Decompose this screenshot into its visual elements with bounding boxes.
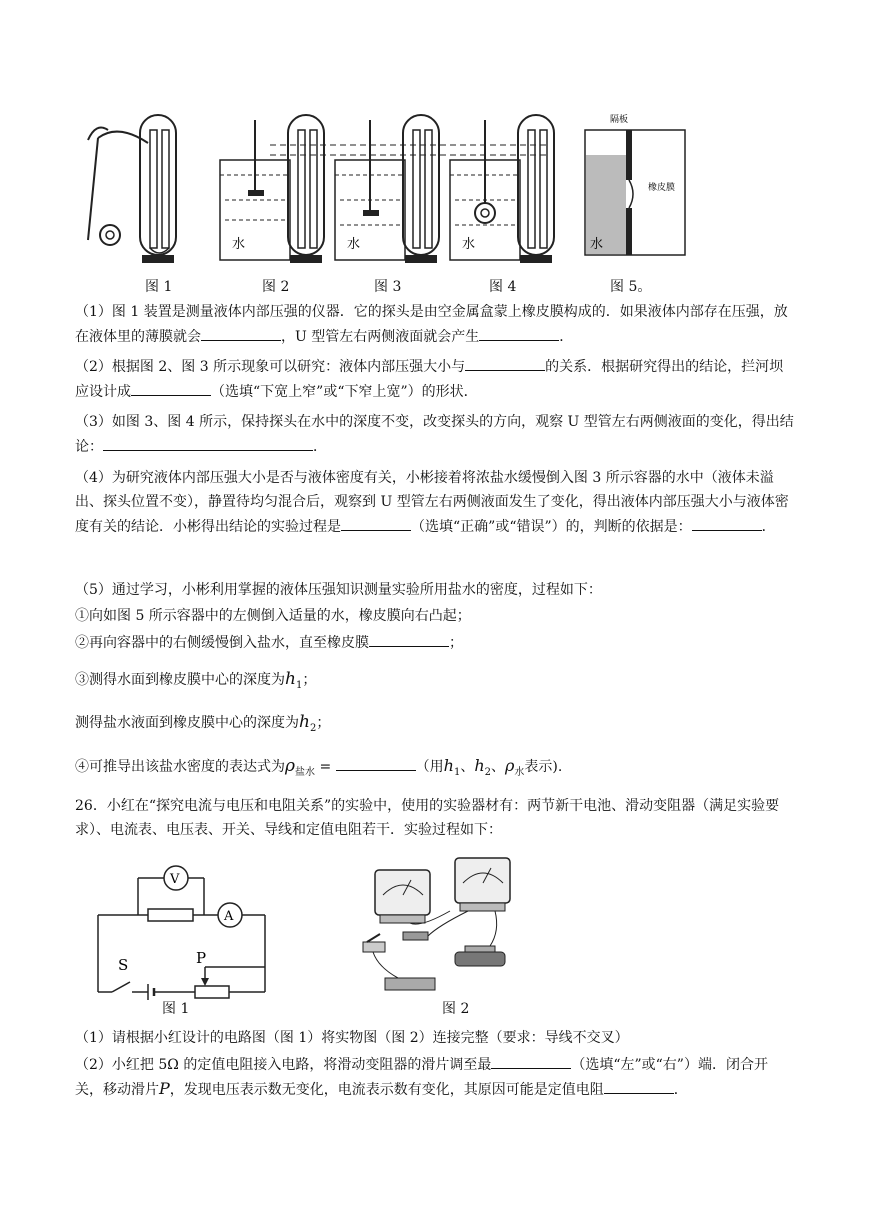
q25-part4: （4）为研究液体内部压强大小是否与液体密度有关，小彬接着将浓盐水缓慢倒入图 3 所示容器的水中（液体未溢出、探头位置不变），静置待均匀混合后，观察到 U 型管左右两侧液面发生了变化，得出液体内部压强大小与液体密度有关的结论．小彬得出结论的实验过程是 （选填“正确”或“错误”）的，判断的依据是： ． <box>75 470 789 535</box>
figure-caption: 图 3 <box>374 279 402 295</box>
figure-4-gauge <box>450 115 554 263</box>
q25-part1: （1）图 1 装置是测量液体内部压强的仪器．它的探头是由空金属盒蒙上橡皮膜构成的．如果液体内部存在压强，放在液体里的薄膜就会 ，U 型管左右两侧液面就会产生 ． <box>75 304 788 345</box>
slider-label: P <box>196 949 207 967</box>
apparatus-caption: 图 2 <box>442 1001 470 1017</box>
membrane-label: 橡皮膜 <box>648 183 676 193</box>
circuit-diagram <box>90 860 275 1010</box>
water-label: 水 <box>232 237 246 252</box>
figure-caption: 图 1 <box>145 279 173 295</box>
partition-label: 隔板 <box>610 115 629 125</box>
q26-intro: 26．小红在“探究电流与电压和电阻关系”的实验中，使用的实验器材有：两节新干电池、滑动变阻器（满足实验要求）、电流表、电压表、开关、导线和定值电阻若干．实验过程如下： <box>75 798 780 838</box>
figure-5-container <box>585 113 685 255</box>
water-label: 水 <box>347 237 361 252</box>
q25-step2: ②再向容器中的右侧缓慢倒入盐水，直至橡皮膜 ； <box>75 630 795 655</box>
circuit-caption: 图 1 <box>162 1001 190 1017</box>
q25-step4: ④可推导出该盐水密度的表达式为$\rho_{盐水}$ = （用$h_1$、$h_2$、$\rho_水$表示). <box>75 756 563 778</box>
figure-3-gauge <box>335 115 439 263</box>
q25-part3: （3）如图 3、图 4 所示，保持探头在水中的深度不变，改变探头的方向，观察 U 型管左右两侧液面的变化，得出结论： ． <box>75 414 794 455</box>
figure-1-gauge <box>88 115 176 263</box>
water-label: 水 <box>462 237 476 252</box>
apparatus-illustration <box>355 850 535 998</box>
figure-caption: 图 5。 <box>610 279 652 295</box>
q25-step1: ①向如图 5 所示容器中的左侧倒入适量的水，橡皮膜向右凸起； <box>75 608 471 624</box>
figure-2-gauge <box>220 115 324 263</box>
switch-label: S <box>118 956 129 974</box>
q25-step3b: 测得盐水液面到橡皮膜中心的深度为$h_2$； <box>75 712 331 734</box>
figure-caption: 图 4 <box>489 279 517 295</box>
figure-caption: 图 2 <box>262 279 290 295</box>
q25-part5: （5）通过学习，小彬利用掌握的液体压强知识测量实验所用盐水的密度，过程如下： <box>75 582 602 598</box>
voltmeter-label: V <box>170 872 180 887</box>
q25-part2: （2）根据图 2、图 3 所示现象可以研究：液体内部压强大小与 的关系．根据研究得出的结论，拦河坝应设计成 （选填“下宽上窄”或“下窄上宽”）的形状． <box>75 354 795 404</box>
q25-step3: ③测得水面到橡皮膜中心的深度为$h_1$； <box>75 669 317 691</box>
q26-part1: （1）请根据小红设计的电路图（图 1）将实物图（图 2）连接完整（要求：导线不交叉） <box>75 1030 629 1046</box>
ammeter-label: A <box>224 909 234 924</box>
q26-part2: （2）小红把 5Ω 的定值电阻接入电路，将滑动变阻器的滑片调至最 （选填“左”或“右”）端．闭合开关，移动滑片P，发现电压表示数无变化，电流表示数有变化，其原因可能是定值电阻 ． <box>75 1052 795 1102</box>
fig5-water-label: 水 <box>590 237 604 252</box>
pressure-gauge-figures <box>70 100 790 275</box>
